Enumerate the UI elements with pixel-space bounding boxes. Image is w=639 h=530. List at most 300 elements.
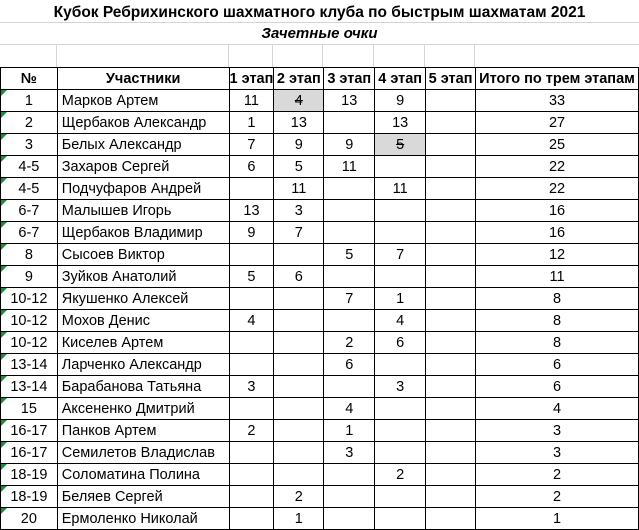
stage-1-cell[interactable] [229,200,274,222]
stage-5-cell[interactable] [426,288,476,310]
cell-value: 22 [548,180,566,197]
stage-4-cell[interactable] [375,178,426,200]
header-row [1,68,639,90]
place-cell[interactable] [1,376,58,398]
stage-2-cell[interactable] [274,442,324,464]
cell-value: Подчуфаров Андрей [61,180,202,197]
header-stage-2[interactable]: 2 этап [274,68,324,90]
place-cell[interactable] [1,222,58,244]
stage-3-cell[interactable] [324,288,375,310]
sheet-subtitle: Зачетные очки [261,25,378,42]
place-cell[interactable] [1,486,58,508]
cell-note-marker-icon [1,112,7,118]
cell-value: Малышев Игорь [61,202,172,219]
stage-3-cell[interactable] [324,486,375,508]
cell-value: 2 [552,488,562,505]
cell-value: Ларченко Александр [61,356,202,373]
cell-value: Барабанова Татьяна [61,378,202,395]
stage-5-cell[interactable] [426,222,476,244]
stage-2-cell[interactable] [274,310,324,332]
stage-2-cell[interactable] [274,508,324,530]
table-row [1,354,639,376]
stage-5-cell[interactable] [426,156,476,178]
cell-value: 11 [341,158,357,175]
table-row [1,90,639,112]
participant-name-cell[interactable] [57,200,229,222]
stage-2-cell[interactable] [274,156,324,178]
total-cell[interactable] [476,112,639,134]
table-row [1,420,639,442]
table-row [1,310,639,332]
cell-value: 16-17 [10,422,48,439]
place-cell[interactable] [1,288,58,310]
cell-value: Захаров Сергей [61,158,170,175]
cell-value: 1 [345,422,354,439]
cell-value: 6 [552,378,562,395]
stage-3-cell[interactable] [324,134,375,156]
total-cell[interactable] [476,200,639,222]
cell-value: 2 [24,114,33,131]
cell-note-marker-icon [1,178,7,184]
place-cell[interactable] [1,266,58,288]
cell-value: Якушенко Алексей [61,290,189,307]
cell-value: 3 [247,378,256,395]
stage-1-cell[interactable] [229,464,274,486]
cell-note-marker-icon [1,376,7,382]
stage-3-cell[interactable] [324,420,375,442]
stage-4-cell[interactable] [375,222,426,244]
stage-1-cell[interactable] [229,222,274,244]
total-cell[interactable] [476,222,639,244]
table-row [1,266,639,288]
stage-3-cell[interactable] [324,508,375,530]
cell-value: 2 [294,488,303,505]
cell-note-marker-icon [1,222,7,228]
total-cell[interactable] [476,398,639,420]
cell-value: Ермоленко Николай [61,510,198,527]
table-row [1,156,639,178]
stage-4-cell[interactable] [375,90,426,112]
stage-1-cell[interactable] [229,310,274,332]
cell-value: Сысоев Виктор [61,246,165,263]
stage-4-cell[interactable] [375,508,426,530]
stage-4-cell[interactable] [375,420,426,442]
table-row [1,332,639,354]
stage-3-cell[interactable] [324,332,375,354]
cell-value: Соломатина Полина [61,466,200,483]
place-cell[interactable] [1,464,58,486]
stage-3-cell[interactable] [324,442,375,464]
cell-value: 9 [247,224,256,241]
cell-value: 13 [290,114,307,131]
participant-name-cell[interactable] [57,398,229,420]
place-cell[interactable] [1,200,58,222]
table-row [1,508,639,530]
stage-2-cell[interactable] [274,420,324,442]
stage-5-cell[interactable] [426,354,476,376]
total-cell[interactable] [476,266,639,288]
cell-note-marker-icon [1,420,7,426]
cell-note-marker-icon [1,486,7,492]
stage-3-cell[interactable] [324,376,375,398]
stage-5-cell[interactable] [426,310,476,332]
cell-value: Панков Артем [61,422,157,439]
participant-name-cell[interactable] [57,376,229,398]
stage-2-cell[interactable] [274,134,324,156]
cell-value: 2 [247,422,256,439]
stage-2-cell[interactable] [274,266,324,288]
cell-value: 3 [345,444,354,461]
place-cell[interactable] [1,442,58,464]
participant-name-cell[interactable] [57,112,229,134]
stage-1-cell[interactable] [229,288,274,310]
participant-name-cell[interactable] [57,156,229,178]
cell-value: 10-12 [10,334,48,351]
participant-name-cell[interactable] [57,222,229,244]
stage-3-cell[interactable] [324,112,375,134]
cell-value: 8 [552,290,562,307]
place-cell[interactable] [1,90,58,112]
table-row [1,134,639,156]
header-stage-3[interactable]: 3 этап [324,68,375,90]
cell-value: 13-14 [10,356,48,373]
cell-value: 12 [548,246,566,263]
cell-value: 13 [243,202,260,219]
stage-2-cell[interactable] [274,398,324,420]
stage-1-cell[interactable] [229,332,274,354]
results-table [0,67,639,530]
stage-1-cell[interactable] [229,156,274,178]
cell-note-marker-icon [1,442,7,448]
cell-value: 11 [549,268,565,285]
cell-value: 11 [243,92,259,109]
participant-name-cell[interactable] [57,90,229,112]
total-cell[interactable] [476,156,639,178]
place-cell[interactable] [1,398,58,420]
cell-value: 9 [294,136,303,153]
stage-4-cell[interactable] [375,442,426,464]
stage-2-cell[interactable] [274,486,324,508]
cell-value: 4 [396,312,405,329]
total-cell[interactable] [476,354,639,376]
cell-value: 8 [552,334,562,351]
cell-value: 4 [294,92,303,109]
stage-1-cell[interactable] [229,420,274,442]
stage-1-cell[interactable] [229,376,274,398]
total-cell[interactable] [476,310,639,332]
participant-name-cell[interactable] [57,486,229,508]
participant-name-cell[interactable] [57,354,229,376]
total-cell[interactable] [476,244,639,266]
cell-value: 27 [548,114,566,131]
cell-value: 4 [552,400,562,417]
stage-4-cell[interactable] [375,200,426,222]
stage-4-cell[interactable] [375,398,426,420]
participant-name-cell[interactable] [57,134,229,156]
stage-2-cell[interactable] [274,288,324,310]
stage-5-cell[interactable] [426,464,476,486]
stage-1-cell[interactable] [229,508,274,530]
stage-5-cell[interactable] [426,90,476,112]
place-cell[interactable] [1,178,58,200]
cell-value: Зуйков Анатолий [61,268,177,285]
stage-2-cell[interactable] [274,464,324,486]
cell-value: 5 [345,246,354,263]
total-cell[interactable] [476,486,639,508]
stage-1-cell[interactable] [229,244,274,266]
stage-5-cell[interactable] [426,486,476,508]
cell-value: 3 [24,136,33,153]
stage-1-cell[interactable] [229,354,274,376]
cell-value: 2 [396,466,405,483]
cell-note-marker-icon [1,200,7,206]
cell-value: Белых Александр [61,136,182,153]
stage-2-cell[interactable] [274,222,324,244]
cell-value: 1 [247,114,256,131]
total-cell[interactable] [476,464,639,486]
cell-note-marker-icon [1,244,7,250]
total-cell[interactable] [476,376,639,398]
participant-name-cell[interactable] [57,266,229,288]
stage-4-cell[interactable] [375,244,426,266]
cell-value: 16 [548,224,566,241]
table-row [1,178,639,200]
cell-value: 7 [247,136,256,153]
stage-5-cell[interactable] [426,398,476,420]
total-cell[interactable] [476,90,639,112]
stage-3-cell[interactable] [324,398,375,420]
total-cell[interactable] [476,178,639,200]
cell-value: 4-5 [18,180,40,197]
stage-5-cell[interactable] [426,200,476,222]
stage-5-cell[interactable] [426,134,476,156]
stage-2-cell[interactable] [274,178,324,200]
stage-5-cell[interactable] [426,420,476,442]
table-row [1,486,639,508]
cell-value: Щербаков Александр [61,114,207,131]
table-row [1,398,639,420]
header-stage-5[interactable]: 5 этап [426,68,476,90]
stage-4-cell[interactable] [375,156,426,178]
participant-name-cell[interactable] [57,244,229,266]
table-row [1,200,639,222]
cell-note-marker-icon [1,508,7,514]
table-row [1,464,639,486]
total-cell[interactable] [476,288,639,310]
place-cell[interactable] [1,156,58,178]
stage-2-cell[interactable] [274,376,324,398]
stage-3-cell[interactable] [324,222,375,244]
stage-3-cell[interactable] [324,244,375,266]
stage-5-cell[interactable] [426,376,476,398]
total-cell[interactable] [476,420,639,442]
cell-value: Марков Артем [61,92,159,109]
stage-1-cell[interactable] [229,134,274,156]
header-total[interactable]: Итого по трем этапам [476,68,639,90]
stage-4-cell[interactable] [375,310,426,332]
stage-5-cell[interactable] [426,244,476,266]
header-place[interactable]: № [1,68,58,90]
cell-value: 9 [345,136,354,153]
table-row [1,112,639,134]
cell-value: 2 [345,334,354,351]
participant-name-cell[interactable] [57,288,229,310]
stage-4-cell[interactable] [375,486,426,508]
cell-value: 25 [548,136,566,153]
cell-note-marker-icon [1,156,7,162]
cell-value: 2 [552,466,562,483]
participant-name-cell[interactable] [57,332,229,354]
stage-1-cell[interactable] [229,442,274,464]
table-row [1,376,639,398]
cell-value: 1 [552,510,562,527]
cell-value: 8 [24,246,33,263]
stage-4-cell[interactable] [375,112,426,134]
cell-note-marker-icon [1,134,7,140]
cell-value: 6 [294,268,303,285]
cell-value: 6 [247,158,256,175]
stage-5-cell[interactable] [426,266,476,288]
stage-1-cell[interactable] [229,112,274,134]
cell-value: 18-19 [10,466,48,483]
stage-1-cell[interactable] [229,178,274,200]
total-cell[interactable] [476,332,639,354]
stage-3-cell[interactable] [324,464,375,486]
place-cell[interactable] [1,112,58,134]
participant-name-cell[interactable] [57,442,229,464]
place-cell[interactable] [1,244,58,266]
cell-value: 3 [396,378,405,395]
stage-5-cell[interactable] [426,178,476,200]
cell-value: 1 [24,92,33,109]
cell-value: 6 [396,334,405,351]
stage-4-cell[interactable] [375,288,426,310]
cell-note-marker-icon [1,354,7,360]
cell-note-marker-icon [1,266,7,272]
cell-value: 3 [294,202,303,219]
stage-4-cell[interactable] [375,266,426,288]
cell-value: 11 [392,180,408,197]
cell-value: 8 [552,312,562,329]
stage-3-cell[interactable] [324,200,375,222]
place-cell[interactable] [1,420,58,442]
cell-value: 6-7 [18,224,40,241]
stage-5-cell[interactable] [426,508,476,530]
stage-2-cell[interactable] [274,112,324,134]
stage-3-cell[interactable] [324,90,375,112]
cell-value: Семилетов Владислав [61,444,215,461]
stage-5-cell[interactable] [426,112,476,134]
place-cell[interactable] [1,310,58,332]
table-row [1,244,639,266]
cell-value: Мохов Денис [61,312,151,329]
stage-1-cell[interactable] [229,486,274,508]
stage-2-cell[interactable] [274,354,324,376]
stage-4-cell[interactable] [375,354,426,376]
stage-4-cell[interactable] [375,332,426,354]
cell-value: 9 [396,92,405,109]
stage-2-cell[interactable] [274,90,324,112]
cell-value: Беляев Сергей [61,488,163,505]
place-cell[interactable] [1,332,58,354]
stage-3-cell[interactable] [324,178,375,200]
cell-value: 20 [20,510,37,527]
place-cell[interactable] [1,134,58,156]
cell-value: 13 [392,114,409,131]
table-row [1,288,639,310]
cell-value: 5 [247,268,256,285]
total-cell[interactable] [476,134,639,156]
cell-value: 4-5 [18,158,40,175]
header-stage-4[interactable]: 4 этап [375,68,426,90]
participant-name-cell[interactable] [57,178,229,200]
participant-name-cell[interactable] [57,420,229,442]
participant-name-cell[interactable] [57,310,229,332]
cell-value: 4 [345,400,354,417]
cell-value: 16-17 [10,444,48,461]
cell-value: Аксененко Дмитрий [61,400,195,417]
cell-value: 15 [20,400,37,417]
total-cell[interactable] [476,508,639,530]
cell-value: 22 [548,158,566,175]
stage-3-cell[interactable] [324,156,375,178]
stage-1-cell[interactable] [229,90,274,112]
place-cell[interactable] [1,354,58,376]
participant-name-cell[interactable] [57,508,229,530]
total-cell[interactable] [476,442,639,464]
stage-4-cell[interactable] [375,134,426,156]
cell-value: 5 [294,158,303,175]
cell-note-marker-icon [1,398,7,404]
cell-note-marker-icon [1,90,7,96]
cell-value: 3 [552,444,562,461]
stage-2-cell[interactable] [274,200,324,222]
stage-3-cell[interactable] [324,266,375,288]
cell-value: 3 [552,422,562,439]
cell-value: 7 [345,290,354,307]
cell-value: 13 [341,92,358,109]
stage-4-cell[interactable] [375,464,426,486]
cell-value: Щербаков Владимир [61,224,203,241]
participant-name-cell[interactable] [57,464,229,486]
table-row [1,222,639,244]
stage-1-cell[interactable] [229,266,274,288]
stage-3-cell[interactable] [324,310,375,332]
header-participants[interactable]: Участники [57,68,229,90]
table-row [1,442,639,464]
stage-5-cell[interactable] [426,442,476,464]
stage-3-cell[interactable] [324,354,375,376]
cell-value: 13-14 [10,378,48,395]
cell-value: 1 [294,510,303,527]
header-stage-1[interactable]: 1 этап [229,68,274,90]
place-cell[interactable] [1,508,58,530]
cell-value: 10-12 [10,290,48,307]
cell-note-marker-icon [1,288,7,294]
cell-value: 6 [552,356,562,373]
cell-value: 1 [396,290,405,307]
stage-4-cell[interactable] [375,376,426,398]
cell-value: 6 [345,356,354,373]
sheet-title: Кубок Ребрихинского шахматного клуба по быстрым шахматам 2021 [53,4,586,21]
stage-2-cell[interactable] [274,244,324,266]
cell-value: 6-7 [18,202,40,219]
stage-2-cell[interactable] [274,332,324,354]
cell-note-marker-icon [1,464,7,470]
stage-1-cell[interactable] [229,398,274,420]
stage-5-cell[interactable] [426,332,476,354]
cell-value: 33 [548,92,566,109]
